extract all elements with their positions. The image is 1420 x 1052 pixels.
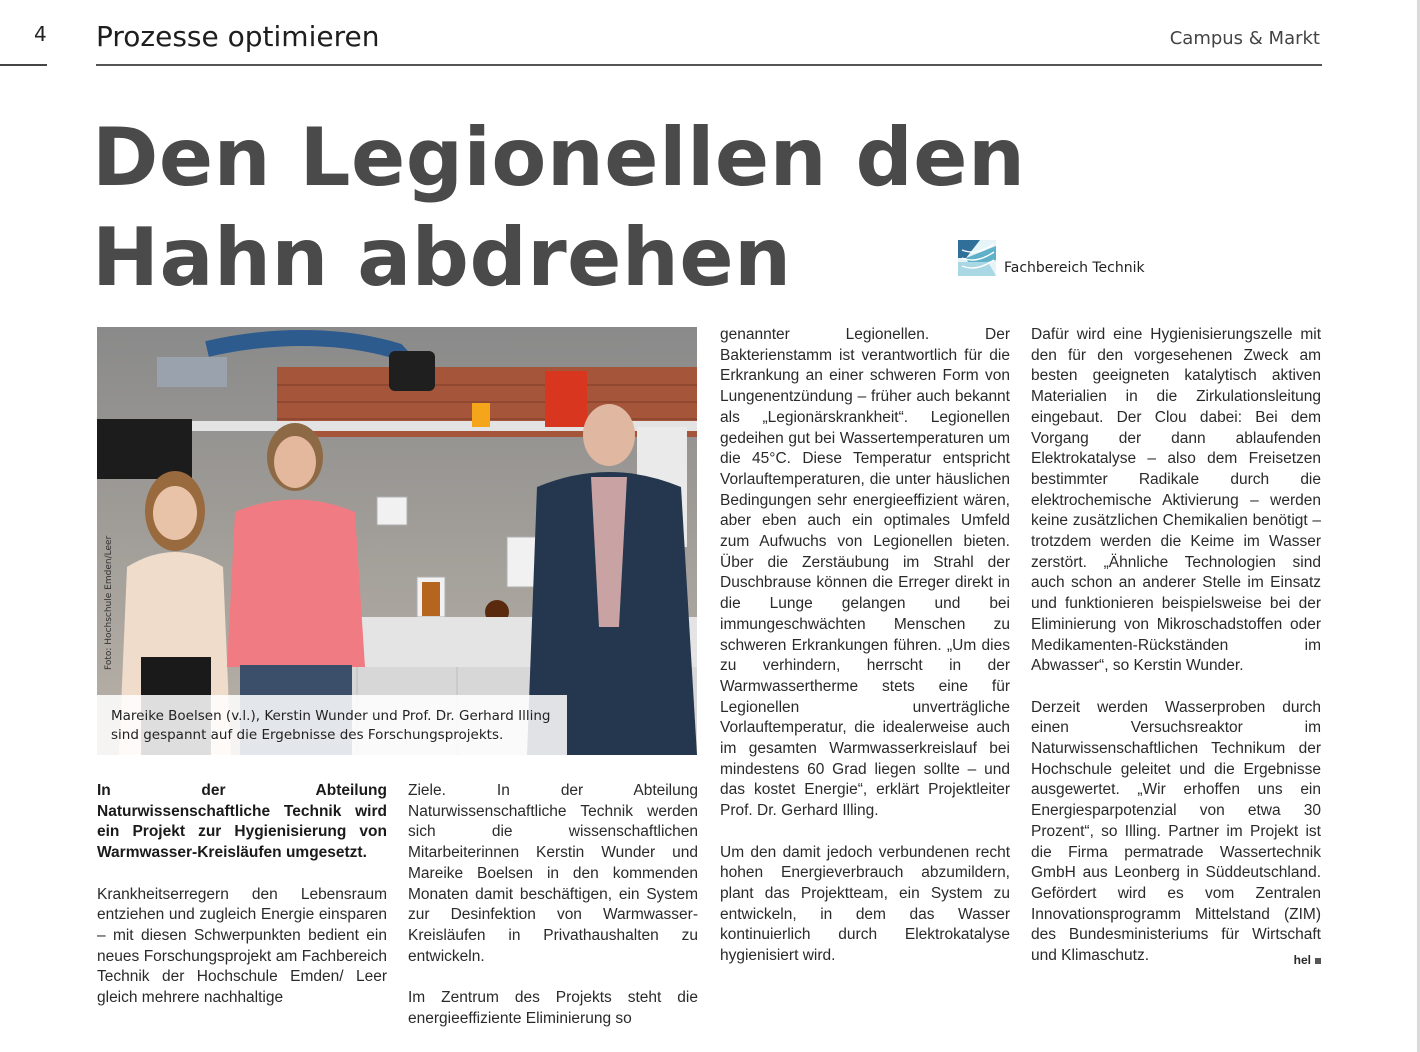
body-paragraph: Ziele. In der Abteilung Naturwissenschaftliche Technik werden sich die wissenschaftlichen Mitarbeiterinnen Kerstin Wunder und Mareike Boelsen in den kommenden Monaten damit beschäftigen, ein System zur Desinfektion von Warmwasser-Kreisläufen in Privathaushalten zu entwickeln. — [408, 782, 698, 965]
section-title: Prozesse optimieren — [96, 20, 380, 53]
photo-credit: Foto: Hochschule Emden/Leer — [104, 535, 114, 670]
fachbereich-technik-logo-icon — [958, 240, 996, 276]
photo-caption: Mareike Boelsen (v.l.), Kerstin Wunder und Prof. Dr. Gerhard Illing sind gespannt auf die Ergebnisse des Forschungsprojekts. — [97, 695, 567, 755]
page-number-rule — [0, 64, 47, 66]
rubric-label: Campus & Markt — [1169, 28, 1320, 49]
article-column-3 — [720, 325, 1010, 987]
body-paragraph — [1031, 698, 1321, 967]
article-column-1 — [97, 781, 387, 1029]
department-tag — [958, 240, 1145, 276]
end-mark-icon — [1315, 958, 1321, 964]
body-paragraph: genannter Legionellen. Der Bakterienstamm ist verantwortlich für die Erkrankung an einer schweren Form von Lungenentzündung – früher auch bekannt als „Legionärskrankheit“. Legionellen gedeihen gut bei Wassertemperaturen um die 45°C. Diese Temperatur entspricht Vorlauftemperaturen, die unter häuslichen Bedingungen sehr energieeffizient wären, aber eben auch ein optimales Umfeld zum Aufwuchs von Legionellen bieten. Über die Zerstäubung im Strahl der Duschbrause können die Erreger direkt in die Lunge gelangen und bei immungeschwächten Menschen zu schweren Erkrankungen führen. „Um dies zu verhindern, herrscht in der Warmwassertherme stets eine für Legionellen unverträgliche Vorlauftemperatur, die idealerweise auch im gesamten Warmwasserkreislauf bei mindestens 60 Grad liegen sollte – und das kostet Energie“, erklärt Projektleiter Prof. Dr. Gerhard Illing. — [720, 326, 1010, 820]
article-column-2 — [408, 781, 698, 1050]
headline-line-1: Den Legionellen den — [92, 111, 1026, 204]
body-paragraph: Um den damit jedoch verbundenen recht hohen Energieverbrauch abzumildern, plant das Projektteam, ein System zu entwickeln, in dem das Wasser kontinuierlich durch Elektrokatalyse hygienisiert wird. — [720, 843, 1010, 965]
headline-line-2: Hahn abdrehen — [92, 211, 792, 304]
page-number: 4 — [34, 22, 47, 46]
article-headline — [92, 108, 1025, 308]
author-signature-text: hel — [1293, 953, 1311, 968]
body-paragraph: Krankheitserregern den Lebensraum entziehen und zugleich Energie einsparen – mit diesen Schwerpunkten bedient ein neues Forschungsprojekt am Fachbereich Technik der Hochschule Emden/ Leer gleich mehrere nachhaltige — [97, 885, 387, 1007]
lab-photo — [97, 327, 697, 755]
body-paragraph: Dafür wird eine Hygienisierungszelle mit den für den vorgesehenen Zweck am besten geeigneten katalytisch aktiven Materialien in die Zirkulationsleitung eingebaut. Der Clou dabei: Bei dem Vorgang der dann ablaufenden Elektrokatalyse – also dem Freisetzen bestimmter Radikale durch die elektrochemische Aktivierung – werden keine zusätzlichen Chemikalien benötigt – trotzdem werden die Keime im Wasser zerstört. „Ähnliche Technologien sind auch schon an anderer Stelle im Einsatz und funktionieren beispielsweise bei der Eliminierung von Mikroschadstoffen oder Medikamenten-Rückständen im Abwasser“, so Kerstin Wunder. — [1031, 326, 1321, 675]
body-paragraph: Im Zentrum des Projekts steht die energieeffiziente Eliminierung so — [408, 989, 698, 1027]
header-rule — [96, 64, 1322, 66]
body-paragraph-text: Derzeit werden Wasserproben durch einen Versuchsreaktor im Naturwissenschaftlichen Technikum der Hochschule geleitet und die Ergebnisse ausgewertet. „Wir erhoffen uns ein Energiesparpotenzial von etwa 30 Prozent“, so Illing. Partner im Projekt ist die Firma permatrade Wassertechnik GmbH aus Leonberg in Süddeutschland. Gefördert wird es vom Zentralen Innovationsprogramm Mittelstand (ZIM) des Bundesministeriums für Wirtschaft und Klimaschutz. — [1031, 698, 1321, 965]
author-signature — [1294, 950, 1321, 971]
article-lead: In der Abteilung Naturwissenschaftliche Technik wird ein Projekt zur Hygienisierung von Warmwasser-Kreisläufen umgesetzt. — [97, 782, 387, 862]
article-column-4 — [1031, 325, 1321, 987]
department-label: Fachbereich Technik — [1004, 260, 1145, 276]
